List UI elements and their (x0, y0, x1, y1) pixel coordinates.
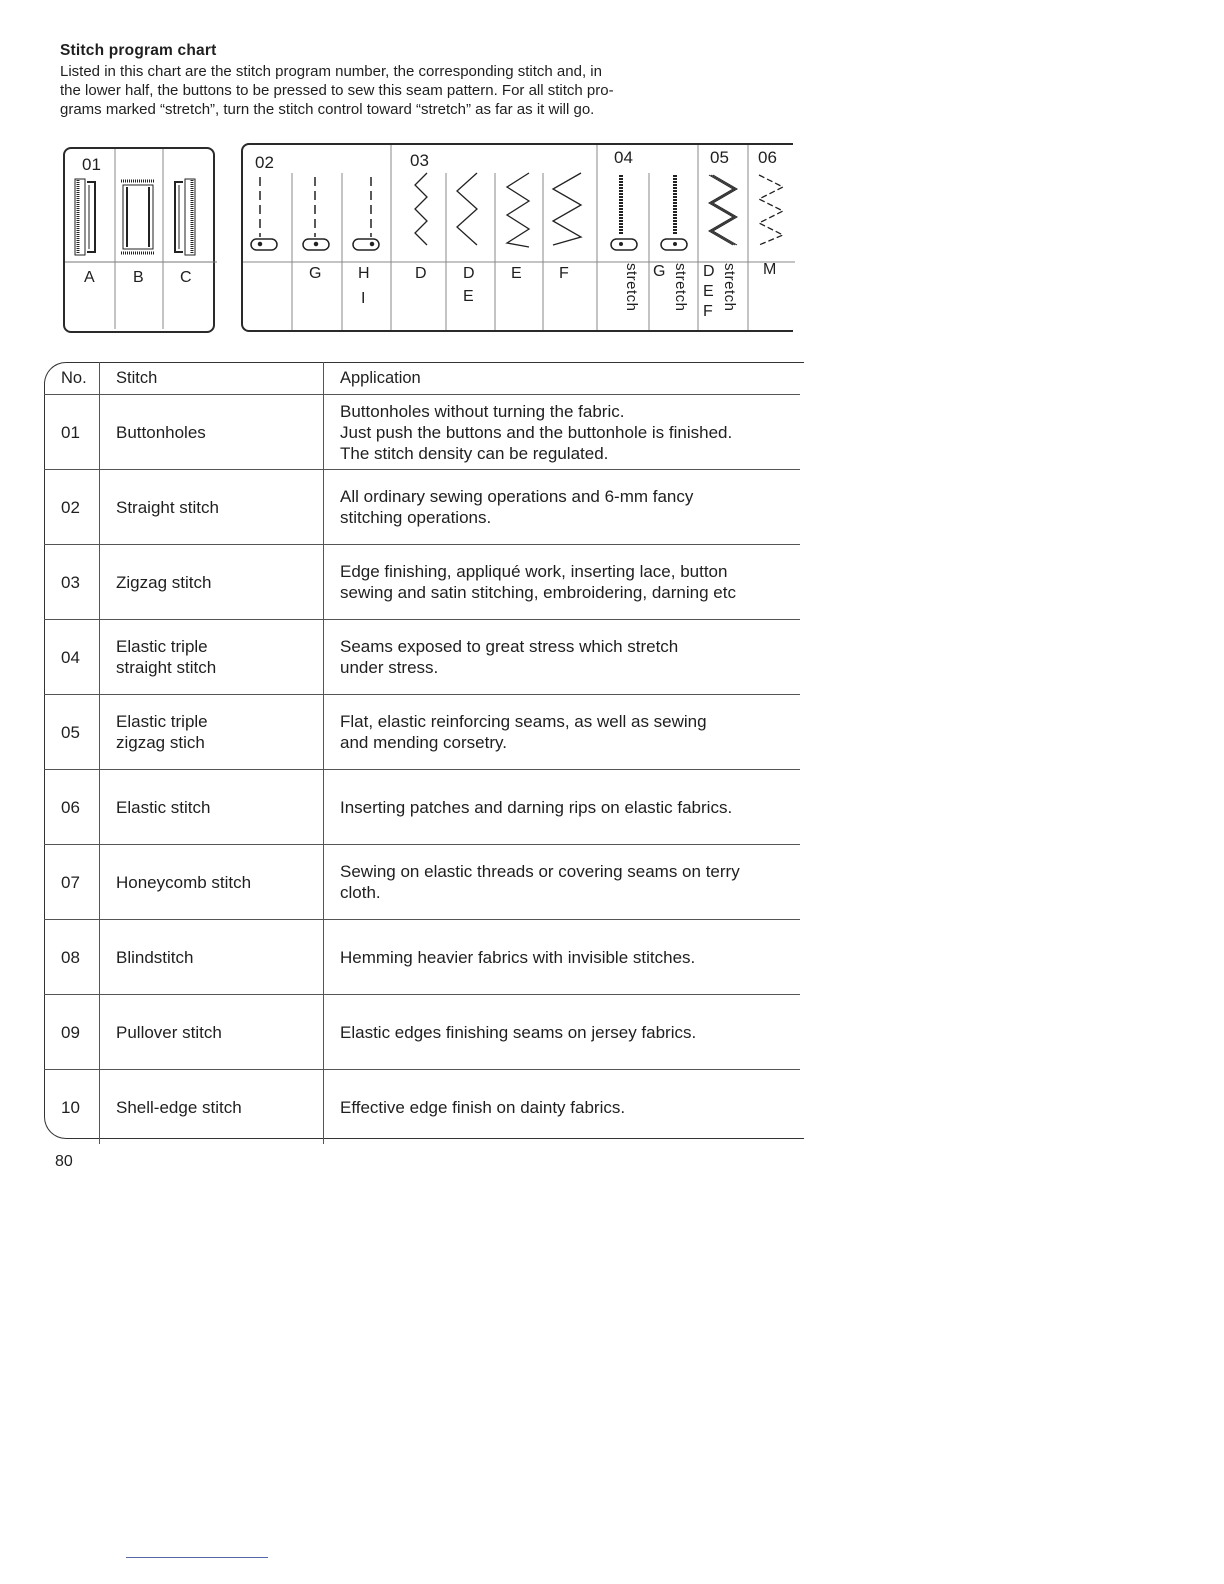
zigzag-stitch-icon (415, 173, 581, 247)
footer-rule (126, 1557, 268, 1558)
row-no: 08 (61, 947, 80, 967)
button-label-f-2: F (703, 303, 713, 320)
row-stitch: Straight stitch (99, 470, 323, 544)
row-stitch: Pullover stitch (99, 995, 323, 1069)
table-header-row (44, 362, 800, 395)
table-row (44, 995, 800, 1070)
row-application: Effective edge finish on dainty fabrics. (323, 1070, 803, 1144)
row-no: 02 (61, 497, 80, 517)
program-number-02: 02 (255, 153, 274, 172)
row-no: 01 (61, 422, 80, 442)
table-row (44, 845, 800, 920)
button-label-b: B (133, 269, 144, 286)
row-application: Elastic edges finishing seams on jersey fabrics. (323, 995, 803, 1069)
buttonhole-stitch-icons (65, 149, 217, 335)
row-application: Inserting patches and darning rips on elastic fabrics. (323, 770, 803, 844)
row-application: Hemming heavier fabrics with invisible stitches. (323, 920, 803, 994)
row-stitch: Elastic stitch (99, 770, 323, 844)
row-application: Edge finishing, appliqué work, inserting lace, button sewing and satin stitching, embroidering, darning etc (323, 545, 803, 619)
row-no: 04 (61, 647, 80, 667)
button-label-h: H (358, 265, 370, 282)
page-number: 80 (55, 1153, 73, 1170)
buttonhole-b-icon (121, 181, 155, 253)
button-label-e-3: E (703, 283, 714, 300)
program-number-01: 01 (82, 155, 101, 174)
row-no: 06 (61, 797, 80, 817)
button-label-e: E (463, 288, 474, 305)
button-label-g: G (309, 265, 322, 282)
stretch-label-2: stretch (672, 263, 689, 312)
row-stitch: Zigzag stitch (99, 545, 323, 619)
row-stitch: Elastic triple straight stitch (99, 620, 323, 694)
table-row (44, 770, 800, 845)
row-no: 03 (61, 572, 80, 592)
row-stitch: Shell-edge stitch (99, 1070, 323, 1144)
buttonhole-c-icon (175, 179, 195, 255)
table-row (44, 470, 800, 545)
row-application: Buttonholes without turning the fabric. Just push the buttons and the buttonhole is finished. The stitch density can be regulated. (323, 395, 803, 469)
header-no: No. (61, 368, 87, 387)
stitch-table (44, 362, 800, 1144)
row-no: 07 (61, 872, 80, 892)
row-application: Seams exposed to great stress which stretch under stress. (323, 620, 803, 694)
program-number-04: 04 (614, 148, 633, 167)
button-label-f: F (559, 265, 569, 282)
button-label-e-2: E (511, 265, 522, 282)
table-row (44, 620, 800, 695)
button-label-m: M (763, 261, 777, 278)
row-stitch: Blindstitch (99, 920, 323, 994)
program-number-05: 05 (710, 148, 729, 167)
table-row (44, 695, 800, 770)
stitch-program-panel (241, 143, 793, 332)
elastic-stitch-icon (759, 175, 783, 245)
header-stitch: Stitch (99, 362, 323, 394)
button-label-g-2: G (653, 263, 666, 280)
program-number-03: 03 (410, 151, 429, 170)
row-no: 10 (61, 1097, 80, 1117)
table-row (44, 395, 800, 470)
intro-line-3: grams marked “stretch”, turn the stitch control toward “stretch” as far as it will go. (60, 101, 595, 118)
button-label-c: C (180, 269, 192, 286)
table-row (44, 1070, 800, 1144)
button-label-d-3: D (703, 263, 715, 280)
row-application: Sewing on elastic threads or covering seams on terry cloth. (323, 845, 803, 919)
button-label-d: D (415, 265, 427, 282)
stretch-label-3: stretch (721, 263, 738, 312)
intro-line-2: the lower half, the buttons to be pressed to sew this seam pattern. For all stitch pro- (60, 82, 614, 99)
buttonhole-panel (63, 147, 215, 333)
row-stitch: Elastic triple zigzag stich (99, 695, 323, 769)
intro-section (60, 42, 740, 119)
row-application: All ordinary sewing operations and 6-mm fancy stitching operations. (323, 470, 803, 544)
button-label-a: A (84, 269, 95, 286)
straight-stitch-icon (251, 177, 379, 250)
program-number-06: 06 (758, 148, 777, 167)
row-no: 09 (61, 1022, 80, 1042)
row-application: Flat, elastic reinforcing seams, as well as sewing and mending corsetry. (323, 695, 803, 769)
row-no: 05 (61, 722, 80, 742)
row-stitch: Honeycomb stitch (99, 845, 323, 919)
button-label-i: I (361, 290, 366, 307)
buttonhole-a-icon (75, 179, 95, 255)
button-label-d-2: D (463, 265, 475, 282)
header-application: Application (323, 362, 803, 394)
table-row (44, 920, 800, 995)
page-title: Stitch program chart (60, 42, 217, 59)
row-stitch: Buttonholes (99, 395, 323, 469)
stretch-label-1: stretch (623, 263, 640, 312)
intro-line-1: Listed in this chart are the stitch program number, the corresponding stitch and, in (60, 63, 602, 80)
table-row (44, 545, 800, 620)
triple-zigzag-stitch-icon (709, 175, 737, 245)
